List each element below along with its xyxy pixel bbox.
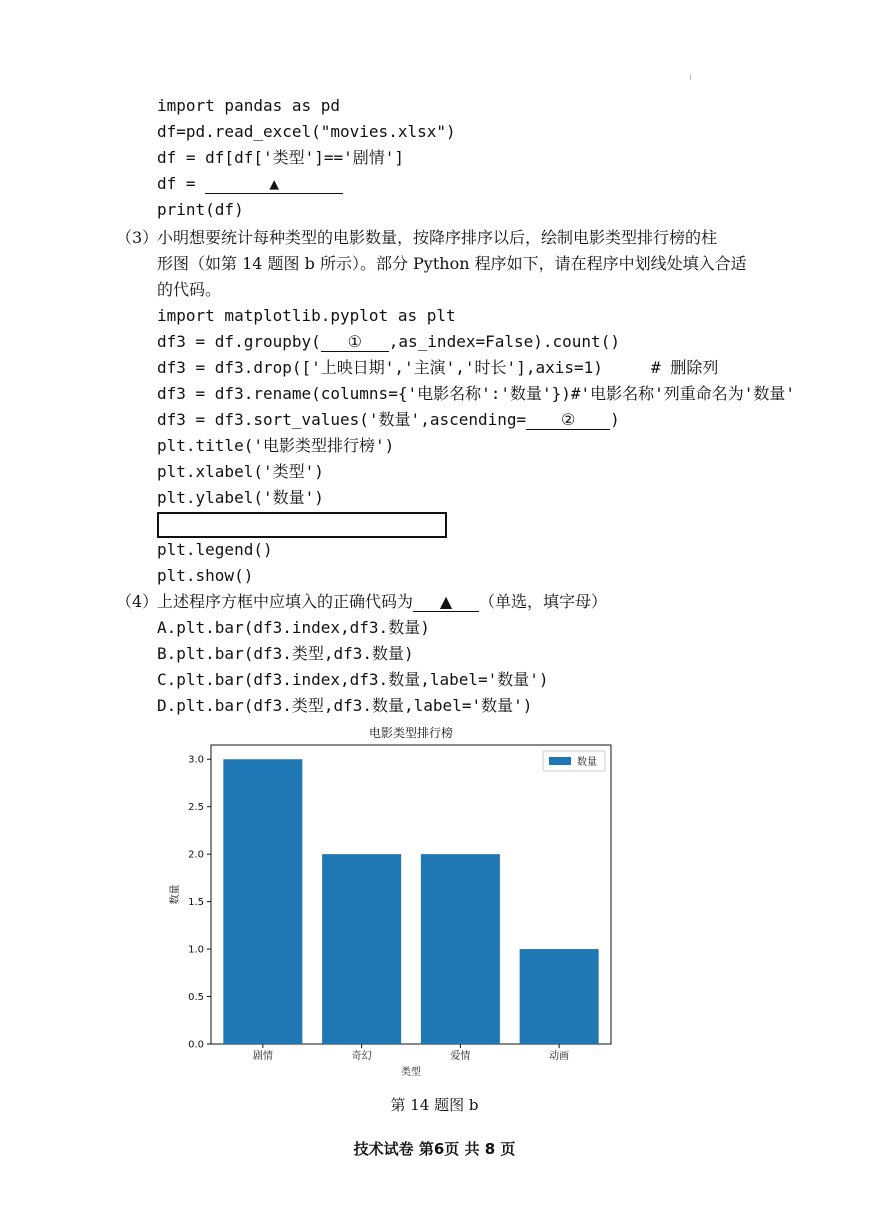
x-axis-label: 类型 <box>401 1067 421 1078</box>
blank-marker: ▲ <box>269 174 279 193</box>
scan-mark <box>690 74 691 80</box>
page-footer: 技术试卷 第6页 共 8 页 <box>353 1140 516 1158</box>
y-tick-label: 1.5 <box>188 897 204 909</box>
option-d: D.plt.bar(df3.类型,df3.数量,label='数量') <box>157 696 533 715</box>
bar-爱情 <box>421 854 500 1044</box>
question-4-prefix: 上述程序方框中应填入的正确代码为 <box>157 592 414 611</box>
option-c: C.plt.bar(df3.index,df3.数量,label='数量') <box>157 670 549 689</box>
question-3-line: 的代码。 <box>157 280 222 299</box>
code-text: df3 = df3.sort_values('数量',ascending= <box>157 410 527 429</box>
y-tick-label: 3.0 <box>188 754 204 766</box>
code-line-import-plt: import matplotlib.pyplot as plt <box>157 306 456 325</box>
option-b: B.plt.bar(df3.类型,df3.数量) <box>157 644 414 663</box>
code-text: df = <box>157 174 206 193</box>
code-line-print: print(df) <box>157 200 244 219</box>
chart-title: 电影类型排行榜 <box>368 726 454 740</box>
x-tick-label: 奇幻 <box>351 1051 372 1062</box>
y-axis-label: 数量 <box>170 884 181 905</box>
code-line-sort <box>157 410 620 430</box>
code-text: ) <box>610 410 620 429</box>
code-line-drop: df3 = df3.drop(['上映日期','主演','时长'],axis=1) # 删除列 <box>157 358 719 377</box>
code-line-xlabel: plt.xlabel('类型') <box>157 462 324 481</box>
legend-label: 数量 <box>577 757 597 768</box>
fill-blank-1: ① <box>321 333 389 352</box>
fill-blank-2: ② <box>526 411 610 430</box>
answer-box <box>157 512 447 538</box>
blank-marker: ▲ <box>439 592 453 611</box>
code-text: ,as_index=False).count() <box>388 332 620 351</box>
code-line-title: plt.title('电影类型排行榜') <box>157 436 395 455</box>
bar-剧情 <box>223 759 302 1044</box>
code-line-import-pandas: import pandas as pd <box>157 96 341 115</box>
legend-swatch <box>549 757 571 765</box>
bar-奇幻 <box>322 854 401 1044</box>
question-4-suffix: （单选，填字母） <box>479 592 608 611</box>
question-3-line: 形图（如第 14 题图 b 所示）。部分 Python 程序如下，请在程序中划线处填入合适 <box>157 254 747 273</box>
y-tick-label: 0.0 <box>188 1039 204 1051</box>
code-line-ylabel: plt.ylabel('数量') <box>157 488 324 507</box>
code-line-rename: df3 = df3.rename(columns={'电影名称':'数量'})#'电影名称'列重命名为'数量' <box>157 384 796 403</box>
bar-动画 <box>520 949 599 1044</box>
question-3-line: 小明想要统计每种类型的电影数量，按降序排序以后，绘制电影类型排行榜的柱 <box>157 228 718 247</box>
option-a: A.plt.bar(df3.index,df3.数量) <box>157 618 430 637</box>
code-line-show: plt.show() <box>157 566 254 585</box>
y-tick-label: 2.5 <box>188 802 204 814</box>
x-tick-label: 动画 <box>549 1051 570 1062</box>
question-3-number: （3） <box>116 228 159 247</box>
y-tick-label: 1.0 <box>188 944 204 956</box>
figure-caption: 第 14 题图 b <box>390 1096 479 1114</box>
code-line-read-excel: df=pd.read_excel("movies.xlsx") <box>157 122 456 141</box>
question-4-number: （4） <box>116 592 159 611</box>
fill-blank <box>205 175 343 194</box>
y-tick-label: 2.0 <box>188 849 204 861</box>
x-tick-label: 剧情 <box>252 1051 273 1062</box>
question-4-stem <box>157 592 607 612</box>
chart-legend <box>543 751 605 771</box>
fill-blank <box>413 593 479 612</box>
code-line-groupby <box>157 332 620 352</box>
bar-chart <box>160 720 630 1085</box>
code-line-blank <box>157 174 343 194</box>
x-tick-label: 爱情 <box>450 1051 471 1062</box>
code-line-filter: df = df[df['类型']=='剧情'] <box>157 148 405 167</box>
code-text: df3 = df.groupby( <box>157 332 321 351</box>
code-line-legend: plt.legend() <box>157 540 273 559</box>
y-tick-label: 0.5 <box>188 992 204 1004</box>
